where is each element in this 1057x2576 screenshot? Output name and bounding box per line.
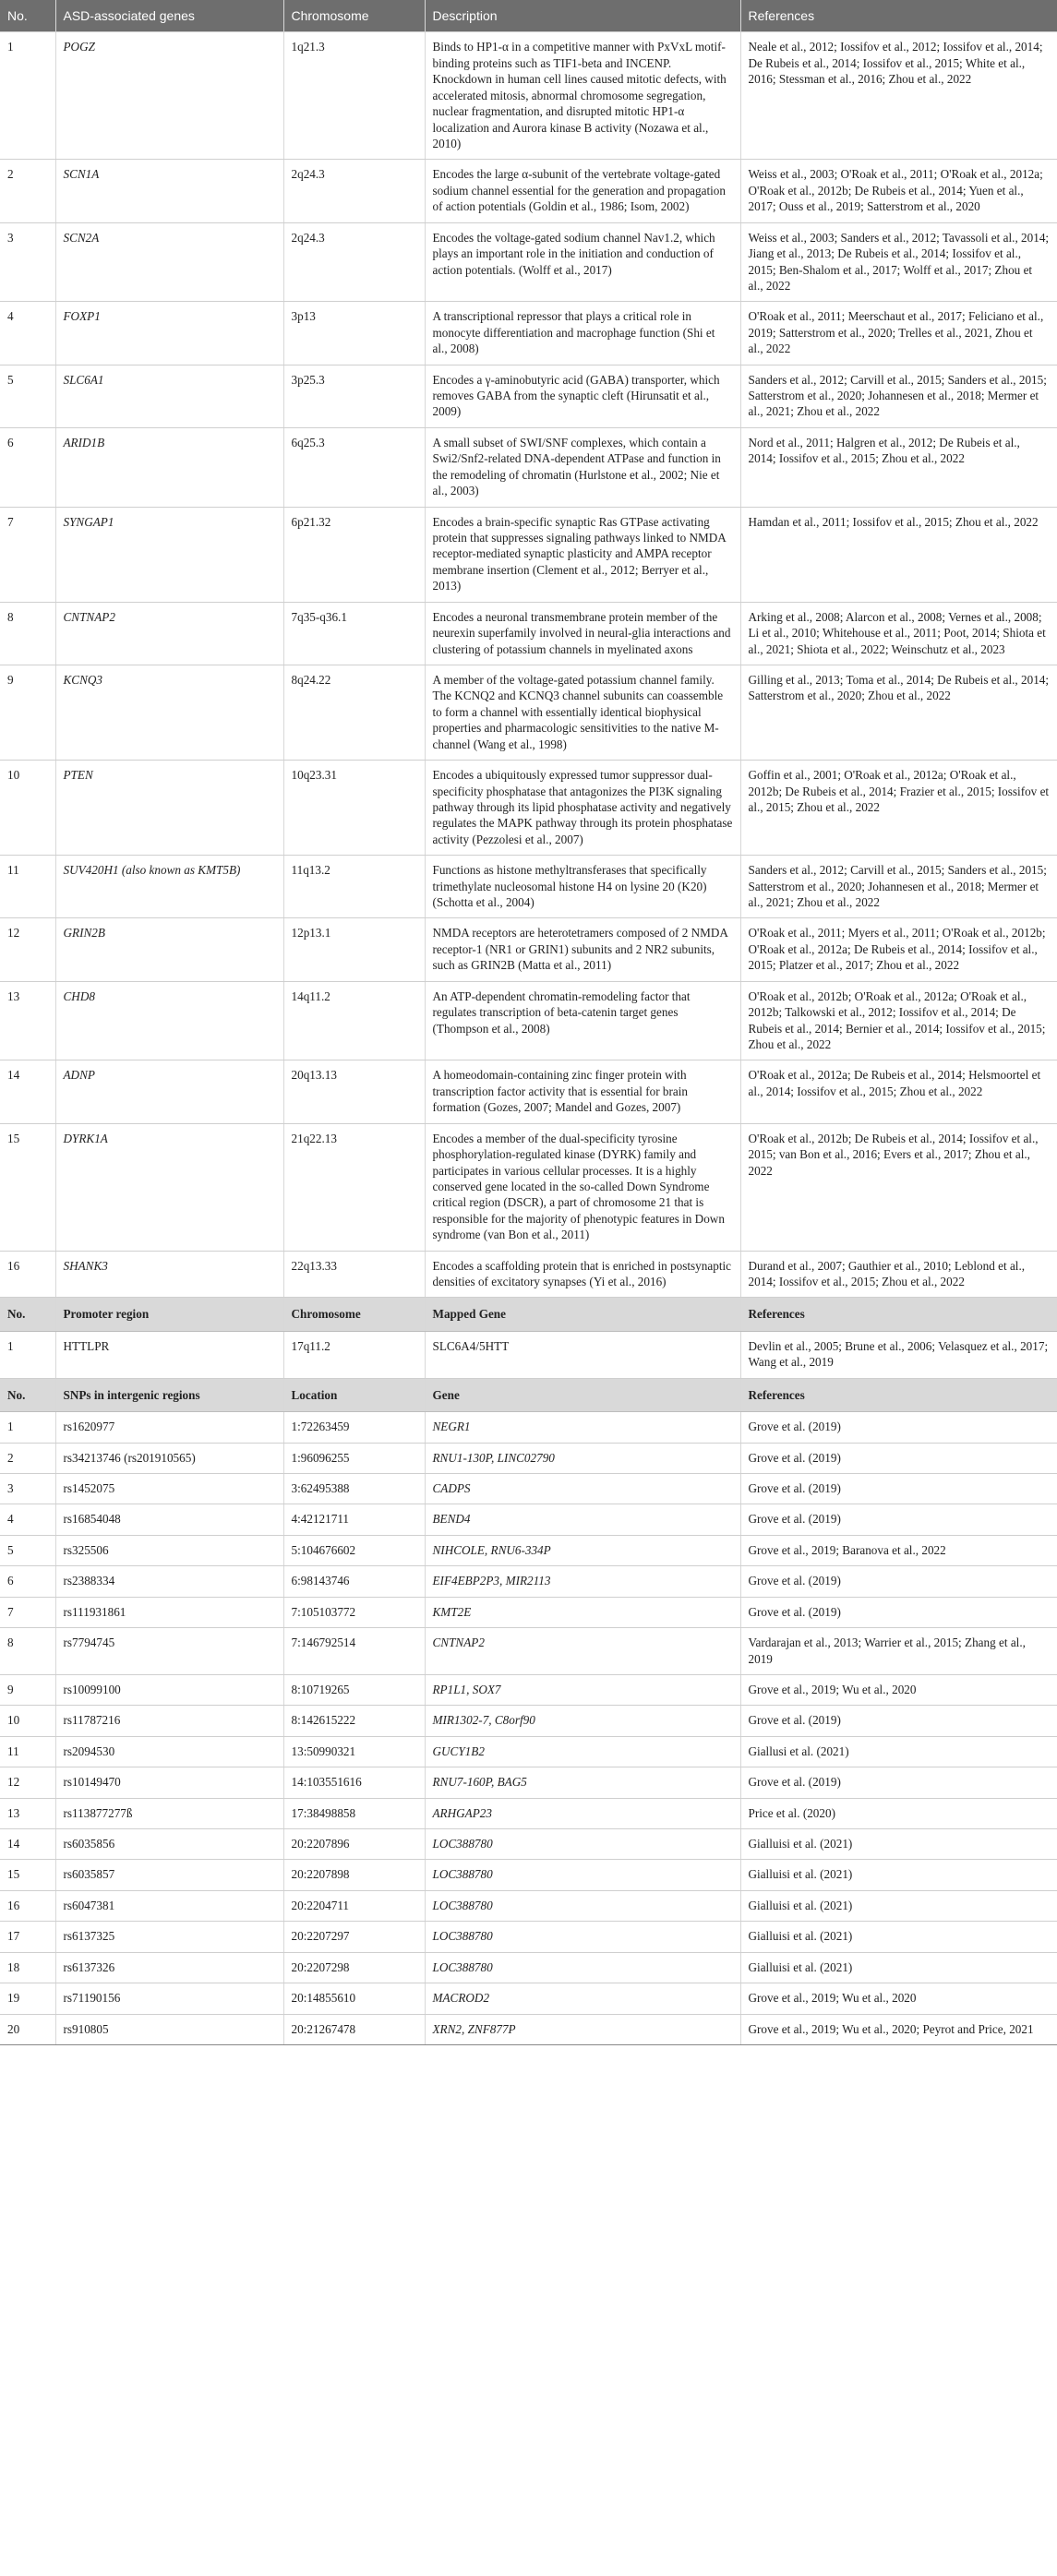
location-cell: 14:103551616 — [283, 1767, 425, 1798]
references-cell: Giallusi et al. (2021) — [740, 1736, 1057, 1767]
references-cell: O'Roak et al., 2012b; De Rubeis et al., 2014; Iossifov et al., 2015; van Bon et al., 2016; Evers et al., 2017; Zhou et al., 2022 — [740, 1123, 1057, 1251]
gene-cell: ARHGAP23 — [425, 1798, 740, 1828]
description-cell: A member of the voltage-gated potassium channel family. The KCNQ2 and KCNQ3 channel subunits can coassemble to form a channel with essentially identical biophysical properties and pharmacologic sensitivities to the native M-channel (Wang et al., 1998) — [425, 665, 740, 760]
row-number: 8 — [0, 1628, 55, 1675]
table-row — [0, 1674, 1057, 1705]
gene-name: ARID1B — [55, 427, 283, 507]
references-cell: Neale et al., 2012; Iossifov et al., 2012; Iossifov et al., 2014; De Rubeis et al., 2014; Iossifov et al., 2015; White et al., 2016; Stessman et al., 2016; Zhou et al., 2022 — [740, 32, 1057, 160]
row-number: 10 — [0, 1706, 55, 1736]
snp-id-cell: rs6137326 — [55, 1952, 283, 1983]
gene-cell: LOC388780 — [425, 1952, 740, 1983]
references-cell: Price et al. (2020) — [740, 1798, 1057, 1828]
snp-id-cell: rs7794745 — [55, 1628, 283, 1675]
description-cell: A homeodomain-containing zinc finger protein with transcription factor activity that is essential for brain formation (Gozes, 2007; Mandel and Gozes, 2007) — [425, 1060, 740, 1123]
chromosome-cell: 12p13.1 — [283, 918, 425, 981]
row-number: 15 — [0, 1123, 55, 1251]
description-cell: Functions as histone methyltransferases that specifically trimethylate nucleosomal histone H4 on lysine 20 (K20) (Schotta et al., 2004) — [425, 856, 740, 918]
references-cell: Goffin et al., 2001; O'Roak et al., 2012a; O'Roak et al., 2012b; De Rubeis et al., 2014; Frazier et al., 2015; Iossifov et al., 2015; Zhou et al., 2022 — [740, 761, 1057, 856]
table-row — [0, 665, 1057, 760]
table-row — [0, 507, 1057, 602]
gene-name: FOXP1 — [55, 302, 283, 365]
table-row — [0, 1922, 1057, 1952]
references-cell: Grove et al. (2019) — [740, 1767, 1057, 1798]
gene-name: SLC6A1 — [55, 365, 283, 427]
description-cell: Encodes the large α-subunit of the vertebrate voltage-gated sodium channel essential for the generation and propagation of action potentials (Goldin et al., 1986; Isom, 2002) — [425, 160, 740, 222]
chromosome-cell: 2q24.3 — [283, 222, 425, 302]
gene-cell: MIR1302-7, C8orf90 — [425, 1706, 740, 1736]
col-header-gene: ASD-associated genes — [55, 0, 283, 32]
table-row — [0, 1566, 1057, 1597]
gene-name: KCNQ3 — [55, 665, 283, 760]
chromosome-cell: 10q23.31 — [283, 761, 425, 856]
table-row — [0, 1798, 1057, 1828]
row-number: 6 — [0, 427, 55, 507]
row-number: 14 — [0, 1829, 55, 1860]
location-cell: 20:2207898 — [283, 1860, 425, 1890]
references-cell: Grove et al., 2019; Wu et al., 2020; Peyrot and Price, 2021 — [740, 2014, 1057, 2044]
snp-id-cell: rs11787216 — [55, 1706, 283, 1736]
references-cell: Grove et al., 2019; Wu et al., 2020 — [740, 1674, 1057, 1705]
row-number: 1 — [0, 1331, 55, 1378]
table-row — [0, 1597, 1057, 1627]
row-number: 5 — [0, 365, 55, 427]
references-cell: Sanders et al., 2012; Carvill et al., 2015; Sanders et al., 2015; Satterstrom et al., 2020; Johannesen et al., 2018; Mermer et al., 2021; Zhou et al., 2022 — [740, 856, 1057, 918]
references-cell: Grove et al. (2019) — [740, 1443, 1057, 1473]
table-row — [0, 1251, 1057, 1298]
references-cell: Grove et al. (2019) — [740, 1706, 1057, 1736]
location-cell: 6:98143746 — [283, 1566, 425, 1597]
references-cell: Gialluisi et al. (2021) — [740, 1860, 1057, 1890]
row-number: 11 — [0, 1736, 55, 1767]
row-number: 18 — [0, 1952, 55, 1983]
description-cell: A small subset of SWI/SNF complexes, which contain a Swi2/Snf2-related DNA-dependent ATPase and function in the remodeling of chromatin (Hurlstone et al., 2002; Nie et al., 2003) — [425, 427, 740, 507]
table-row — [0, 1767, 1057, 1798]
gene-rows — [0, 32, 1057, 1298]
snp-header-snp: SNPs in intergenic regions — [55, 1378, 283, 1411]
chromosome-cell: 8q24.22 — [283, 665, 425, 760]
snp-id-cell: rs325506 — [55, 1535, 283, 1565]
snp-id-cell: rs1452075 — [55, 1474, 283, 1504]
table-row — [0, 1736, 1057, 1767]
gene-name: GRIN2B — [55, 918, 283, 981]
gene-cell: CNTNAP2 — [425, 1628, 740, 1675]
chromosome-cell: 3p13 — [283, 302, 425, 365]
references-cell: Gialluisi et al. (2021) — [740, 1890, 1057, 1921]
gene-name: SCN1A — [55, 160, 283, 222]
location-cell: 20:2207896 — [283, 1829, 425, 1860]
references-cell: Gialluisi et al. (2021) — [740, 1829, 1057, 1860]
table-row — [0, 1829, 1057, 1860]
gene-cell: MACROD2 — [425, 1983, 740, 2014]
references-cell: Weiss et al., 2003; Sanders et al., 2012; Tavassoli et al., 2014; Jiang et al., 2013; De Rubeis et al., 2014; Iossifov et al., 2015; Ben-Shalom et al., 2017; Wolff et al., 2017; Zhou et al., 2022 — [740, 222, 1057, 302]
gene-cell: LOC388780 — [425, 1890, 740, 1921]
references-cell: Grove et al. (2019) — [740, 1412, 1057, 1443]
gene-name: SCN2A — [55, 222, 283, 302]
table-row — [0, 1474, 1057, 1504]
location-cell: 7:105103772 — [283, 1597, 425, 1627]
row-number: 7 — [0, 507, 55, 602]
row-number: 17 — [0, 1922, 55, 1952]
snp-header-gene: Gene — [425, 1378, 740, 1411]
chromosome-cell: 6q25.3 — [283, 427, 425, 507]
gene-name: ADNP — [55, 1060, 283, 1123]
snp-section — [0, 1378, 1057, 1411]
chromosome-cell: 6p21.32 — [283, 507, 425, 602]
references-cell: Devlin et al., 2005; Brune et al., 2006; Velasquez et al., 2017; Wang et al., 2019 — [740, 1331, 1057, 1378]
references-cell: Nord et al., 2011; Halgren et al., 2012; De Rubeis et al., 2014; Iossifov et al., 2015; Zhou et al., 2022 — [740, 427, 1057, 507]
chromosome-cell: 2q24.3 — [283, 160, 425, 222]
row-number: 16 — [0, 1251, 55, 1298]
table-row — [0, 1331, 1057, 1378]
col-header-no: No. — [0, 0, 55, 32]
table-row — [0, 32, 1057, 160]
references-cell: Grove et al., 2019; Baranova et al., 2022 — [740, 1535, 1057, 1565]
chromosome-cell: 1q21.3 — [283, 32, 425, 160]
gene-name: SHANK3 — [55, 1251, 283, 1298]
table-row — [0, 856, 1057, 918]
row-number: 2 — [0, 1443, 55, 1473]
gene-cell: EIF4EBP2P3, MIR2113 — [425, 1566, 740, 1597]
snp-id-cell: rs34213746 (rs201910565) — [55, 1443, 283, 1473]
snp-id-cell: rs1620977 — [55, 1412, 283, 1443]
promoter-rows — [0, 1331, 1057, 1378]
row-number: 9 — [0, 1674, 55, 1705]
gene-cell: RP1L1, SOX7 — [425, 1674, 740, 1705]
gene-cell: CADPS — [425, 1474, 740, 1504]
promoter-subheader-row — [0, 1298, 1057, 1331]
table-row — [0, 1628, 1057, 1675]
snp-rows — [0, 1412, 1057, 2045]
row-number: 9 — [0, 665, 55, 760]
references-cell: O'Roak et al., 2012b; O'Roak et al., 2012a; O'Roak et al., 2012b; Talkowski et al., 2012; Iossifov et al., 2014; De Rubeis et al., 2014; Bernier et al., 2014; Iossifov et al., 2015; Zhou et al., 2022 — [740, 981, 1057, 1060]
chromosome-cell: 17q11.2 — [283, 1331, 425, 1378]
promoter-section — [0, 1298, 1057, 1331]
snp-header-location: Location — [283, 1378, 425, 1411]
promoter-header-references: References — [740, 1298, 1057, 1331]
table-header-row — [0, 0, 1057, 32]
references-cell: Vardarajan et al., 2013; Warrier et al., 2015; Zhang et al., 2019 — [740, 1628, 1057, 1675]
table-row — [0, 1504, 1057, 1535]
references-cell: Grove et al. (2019) — [740, 1566, 1057, 1597]
row-number: 11 — [0, 856, 55, 918]
table-row — [0, 1443, 1057, 1473]
location-cell: 4:42121711 — [283, 1504, 425, 1535]
gene-name: SYNGAP1 — [55, 507, 283, 602]
gene-cell: LOC388780 — [425, 1922, 740, 1952]
snp-id-cell: rs71190156 — [55, 1983, 283, 2014]
row-number: 16 — [0, 1890, 55, 1921]
table-row — [0, 222, 1057, 302]
promoter-header-no: No. — [0, 1298, 55, 1331]
snp-id-cell: rs2388334 — [55, 1566, 283, 1597]
gene-cell: KMT2E — [425, 1597, 740, 1627]
references-cell: Durand et al., 2007; Gauthier et al., 2010; Leblond et al., 2014; Iossifov et al., 2015; Zhou et al., 2022 — [740, 1251, 1057, 1298]
snp-id-cell: rs2094530 — [55, 1736, 283, 1767]
promoter-region-cell: HTTLPR — [55, 1331, 283, 1378]
snp-id-cell: rs910805 — [55, 2014, 283, 2044]
gene-cell: BEND4 — [425, 1504, 740, 1535]
row-number: 20 — [0, 2014, 55, 2044]
gene-cell: LOC388780 — [425, 1829, 740, 1860]
description-cell: Encodes a scaffolding protein that is enriched in postsynaptic densities of excitatory synapses (Yi et al., 2016) — [425, 1251, 740, 1298]
location-cell: 20:2207297 — [283, 1922, 425, 1952]
row-number: 14 — [0, 1060, 55, 1123]
row-number: 3 — [0, 222, 55, 302]
location-cell: 20:2204711 — [283, 1890, 425, 1921]
description-cell: Encodes a ubiquitously expressed tumor suppressor dual-specificity phosphatase that antagonizes the PI3K signaling pathway through its lipid phosphatase activity and negatively regulates the MAPK pathway through its protein phosphatase activity (Pezzolesi et al., 2007) — [425, 761, 740, 856]
description-cell: NMDA receptors are heterotetramers composed of 2 NMDA receptor-1 (NR1 or GRIN1) subunits and 2 NR2 subunits, such as GRIN2B (Matta et al., 2011) — [425, 918, 740, 981]
table-row — [0, 1412, 1057, 1443]
table-row — [0, 761, 1057, 856]
row-number: 12 — [0, 1767, 55, 1798]
references-cell: Grove et al. (2019) — [740, 1504, 1057, 1535]
references-cell: Arking et al., 2008; Alarcon et al., 2008; Vernes et al., 2008; Li et al., 2010; Whitehouse et al., 2011; Poot, 2014; Shiota et al., 2021; Shiota et al., 2022; Weinschutz et al., 2023 — [740, 602, 1057, 665]
promoter-header-mapped-gene: Mapped Gene — [425, 1298, 740, 1331]
snp-id-cell: rs111931861 — [55, 1597, 283, 1627]
gene-cell: RNU1-130P, LINC02790 — [425, 1443, 740, 1473]
row-number: 3 — [0, 1474, 55, 1504]
location-cell: 17:38498858 — [283, 1798, 425, 1828]
references-cell: Hamdan et al., 2011; Iossifov et al., 2015; Zhou et al., 2022 — [740, 507, 1057, 602]
location-cell: 20:14855610 — [283, 1983, 425, 2014]
description-cell: Encodes a γ-aminobutyric acid (GABA) transporter, which removes GABA from the synaptic cleft (Hirunsatit et al., 2009) — [425, 365, 740, 427]
row-number: 2 — [0, 160, 55, 222]
row-number: 8 — [0, 602, 55, 665]
chromosome-cell: 14q11.2 — [283, 981, 425, 1060]
gene-cell: LOC388780 — [425, 1860, 740, 1890]
row-number: 4 — [0, 1504, 55, 1535]
row-number: 10 — [0, 761, 55, 856]
gene-name: CHD8 — [55, 981, 283, 1060]
table-row — [0, 1983, 1057, 2014]
table-row — [0, 602, 1057, 665]
col-header-description: Description — [425, 0, 740, 32]
row-number: 12 — [0, 918, 55, 981]
references-cell: Sanders et al., 2012; Carvill et al., 2015; Sanders et al., 2015; Satterstrom et al., 2020; Johannesen et al., 2018; Mermer et al., 2021; Zhou et al., 2022 — [740, 365, 1057, 427]
chromosome-cell: 7q35-q36.1 — [283, 602, 425, 665]
row-number: 6 — [0, 1566, 55, 1597]
gene-cell: GUCY1B2 — [425, 1736, 740, 1767]
snp-id-cell: rs16854048 — [55, 1504, 283, 1535]
row-number: 7 — [0, 1597, 55, 1627]
snp-id-cell: rs113877277ß — [55, 1798, 283, 1828]
row-number: 15 — [0, 1860, 55, 1890]
description-cell: An ATP-dependent chromatin-remodeling factor that regulates transcription of beta-catenin target genes (Thompson et al., 2008) — [425, 981, 740, 1060]
references-cell: O'Roak et al., 2011; Meerschaut et al., 2017; Feliciano et al., 2019; Satterstrom et al., 2020; Trelles et al., 2021, Zhou et al., 2022 — [740, 302, 1057, 365]
location-cell: 5:104676602 — [283, 1535, 425, 1565]
references-cell: Gilling et al., 2013; Toma et al., 2014; De Rubeis et al., 2014; Satterstrom et al., 2020; Zhou et al., 2022 — [740, 665, 1057, 760]
table-row — [0, 1890, 1057, 1921]
location-cell: 3:62495388 — [283, 1474, 425, 1504]
gene-cell: RNU7-160P, BAG5 — [425, 1767, 740, 1798]
chromosome-cell: 21q22.13 — [283, 1123, 425, 1251]
table-row — [0, 365, 1057, 427]
gene-cell: NEGR1 — [425, 1412, 740, 1443]
mapped-gene-cell: SLC6A4/5HTT — [425, 1331, 740, 1378]
location-cell: 1:72263459 — [283, 1412, 425, 1443]
table-row — [0, 1952, 1057, 1983]
snp-header-no: No. — [0, 1378, 55, 1411]
chromosome-cell: 3p25.3 — [283, 365, 425, 427]
description-cell: A transcriptional repressor that plays a critical role in monocyte differentiation and macrophage function (Shi et al., 2008) — [425, 302, 740, 365]
table-row — [0, 160, 1057, 222]
table-row — [0, 302, 1057, 365]
row-number: 1 — [0, 32, 55, 160]
row-number: 5 — [0, 1535, 55, 1565]
row-number: 13 — [0, 981, 55, 1060]
description-cell: Encodes the voltage-gated sodium channel Nav1.2, which plays an important role in the initiation and conduction of action potentials. (Wolff et al., 2017) — [425, 222, 740, 302]
gene-name: SUV420H1 (also known as KMT5B) — [55, 856, 283, 918]
table-row — [0, 1860, 1057, 1890]
table-row — [0, 1706, 1057, 1736]
references-cell: Grove et al. (2019) — [740, 1474, 1057, 1504]
references-cell: Gialluisi et al. (2021) — [740, 1952, 1057, 1983]
snp-id-cell: rs6035857 — [55, 1860, 283, 1890]
row-number: 4 — [0, 302, 55, 365]
snp-id-cell: rs6035856 — [55, 1829, 283, 1860]
promoter-header-region: Promoter region — [55, 1298, 283, 1331]
gene-name: CNTNAP2 — [55, 602, 283, 665]
chromosome-cell: 20q13.13 — [283, 1060, 425, 1123]
description-cell: Encodes a brain-specific synaptic Ras GTPase activating protein that suppresses signaling pathways linked to NMDA receptor-mediated synaptic plasticity and AMPA receptor membrane insertion (Clement et al., 2012; Berryer et al., 2013) — [425, 507, 740, 602]
col-header-references: References — [740, 0, 1057, 32]
references-cell: O'Roak et al., 2012a; De Rubeis et al., 2014; Helsmoortel et al., 2014; Iossifov et al., 2015; Zhou et al., 2022 — [740, 1060, 1057, 1123]
row-number: 1 — [0, 1412, 55, 1443]
references-cell: O'Roak et al., 2011; Myers et al., 2011; O'Roak et al., 2012b; O'Roak et al., 2012a; De Rubeis et al., 2014; Iossifov et al., 2015; Platzer et al., 2017; Zhou et al., 2022 — [740, 918, 1057, 981]
references-cell: Grove et al., 2019; Wu et al., 2020 — [740, 1983, 1057, 2014]
row-number: 13 — [0, 1798, 55, 1828]
description-cell: Encodes a member of the dual-specificity tyrosine phosphorylation-regulated kinase (DYRK) family and participates in various cellular processes. It is a highly conserved gene located in the so-called Down Syndrome critical region (DSCR), a part of chromosome 21 that is responsible for the majority of phenotypic features in Down syndrome (van Bon et al., 2011) — [425, 1123, 740, 1251]
row-number: 19 — [0, 1983, 55, 2014]
location-cell: 8:142615222 — [283, 1706, 425, 1736]
snp-subheader-row — [0, 1378, 1057, 1411]
gene-name: PTEN — [55, 761, 283, 856]
location-cell: 20:2207298 — [283, 1952, 425, 1983]
table-row — [0, 1060, 1057, 1123]
location-cell: 1:96096255 — [283, 1443, 425, 1473]
gene-cell: NIHCOLE, RNU6-334P — [425, 1535, 740, 1565]
table-row — [0, 2014, 1057, 2044]
location-cell: 20:21267478 — [283, 2014, 425, 2044]
gene-cell: XRN2, ZNF877P — [425, 2014, 740, 2044]
description-cell: Encodes a neuronal transmembrane protein member of the neurexin superfamily involved in neural-glia interactions and clustering of potassium channels in myelinated axons — [425, 602, 740, 665]
references-cell: Grove et al. (2019) — [740, 1597, 1057, 1627]
table-row — [0, 427, 1057, 507]
location-cell: 7:146792514 — [283, 1628, 425, 1675]
gene-name: POGZ — [55, 32, 283, 160]
promoter-header-chromosome: Chromosome — [283, 1298, 425, 1331]
table-row — [0, 981, 1057, 1060]
location-cell: 13:50990321 — [283, 1736, 425, 1767]
chromosome-cell: 22q13.33 — [283, 1251, 425, 1298]
references-cell: Weiss et al., 2003; O'Roak et al., 2011; O'Roak et al., 2012a; O'Roak et al., 2012b; De Rubeis et al., 2014; Yuen et al., 2017; Ouss et al., 2019; Satterstrom et al., 2020 — [740, 160, 1057, 222]
table-row — [0, 1123, 1057, 1251]
location-cell: 8:10719265 — [283, 1674, 425, 1705]
snp-id-cell: rs10149470 — [55, 1767, 283, 1798]
description-cell: Binds to HP1-α in a competitive manner with PxVxL motif-binding proteins such as TIF1-beta and INCENP. Knockdown in human cell lines caused mitotic defects, with accelerated mitosis, abnormal chromosome segregation, nuclear fragmentation, and disrupted mitotic HP1-α localization and Aurora kinase B activity (Nozawa et al., 2010) — [425, 32, 740, 160]
table-row — [0, 1535, 1057, 1565]
snp-header-references: References — [740, 1378, 1057, 1411]
snp-id-cell: rs6047381 — [55, 1890, 283, 1921]
chromosome-cell: 11q13.2 — [283, 856, 425, 918]
col-header-chromosome: Chromosome — [283, 0, 425, 32]
snp-id-cell: rs10099100 — [55, 1674, 283, 1705]
references-cell: Gialluisi et al. (2021) — [740, 1922, 1057, 1952]
gene-name: DYRK1A — [55, 1123, 283, 1251]
snp-id-cell: rs6137325 — [55, 1922, 283, 1952]
table-row — [0, 918, 1057, 981]
